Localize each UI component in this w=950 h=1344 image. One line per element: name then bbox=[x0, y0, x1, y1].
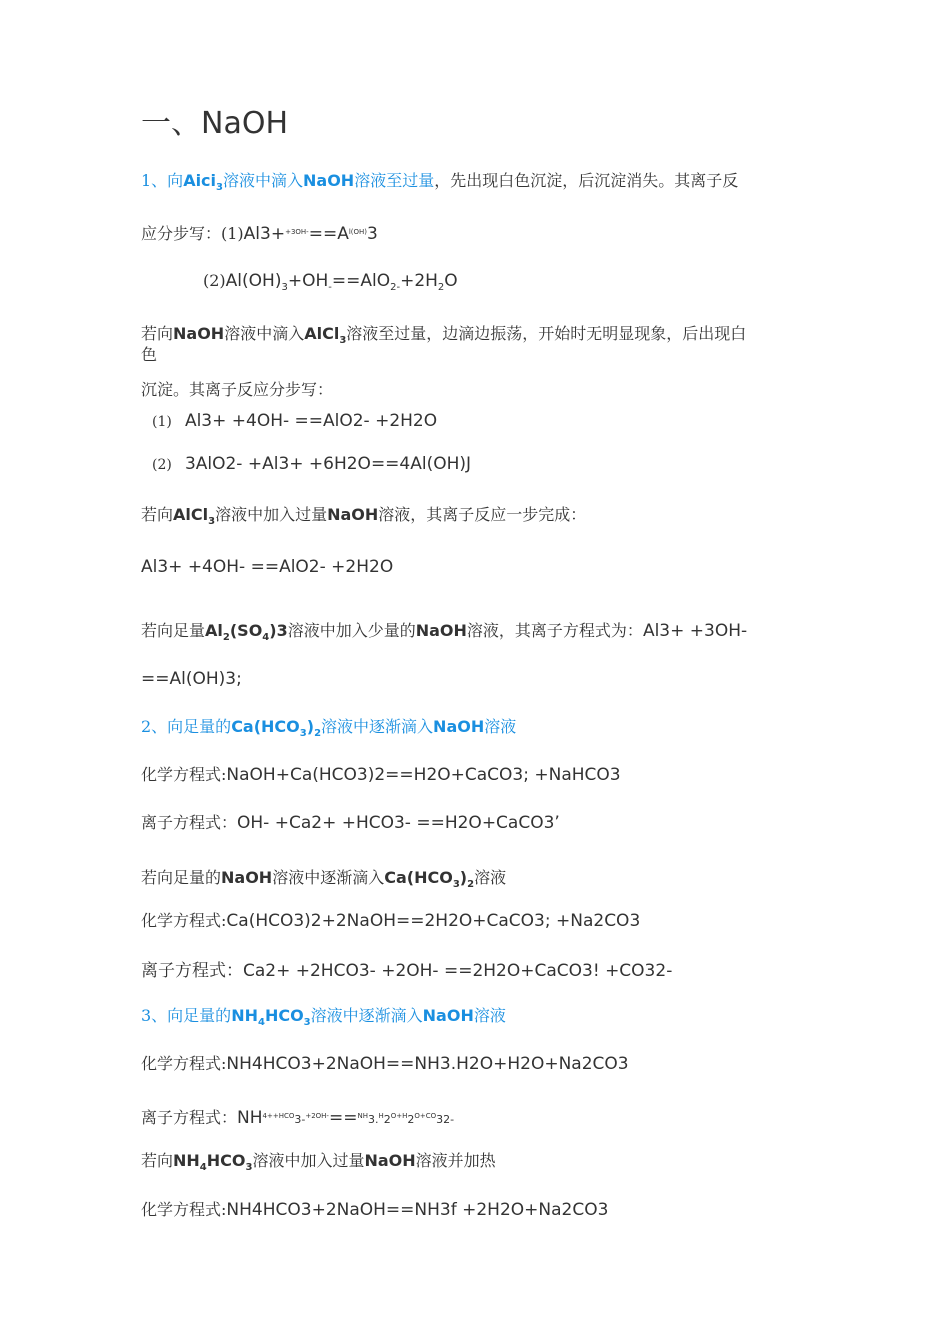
section-3-chemical-equation-2: 化学方程式:NH4HCO3+2NaOH==NH3f +2H2O+Na2CO3 bbox=[141, 1200, 609, 1220]
section-2-title: 2、向足量的$Ca(HCO_3)_2$溶液中逐渐滴入NaOH溶液 bbox=[141, 717, 517, 740]
paragraph-2: 若向AlCl$_3$溶液中加入过量NaOH溶液，其离子反应一步完成： bbox=[141, 505, 587, 528]
paragraph-1-line-3: 沉淀。其离子反应分步写： bbox=[141, 380, 334, 399]
paragraph-1-item-1: (1) Al3+ +4OH- ==AlO2- +2H2O bbox=[152, 411, 438, 431]
section-2-chemical-equation: 化学方程式:NaOH+Ca(HCO3)2==H2O+CaCO3; +NaHCO3 bbox=[141, 765, 621, 785]
paragraph-1-line-2: 色 bbox=[141, 345, 158, 364]
section-2-ionic-equation-2: 离子方程式：Ca2+ +2HCO3- +2OH- ==2H2O+CaCO3! +CO32- bbox=[141, 961, 673, 981]
paragraph-3-line-1: 若向足量$Al_2(SO_4)3$溶液中加入少量的NaOH溶液，其离子方程式为：Al3+ +3OH- bbox=[141, 621, 748, 644]
section-3-ionic-equation: 离子方程式：$NH^{4++HCO}3-^{+2OH-}==^{NH}3.^H2^{O+H}2^{O+CO}32-$ bbox=[141, 1108, 455, 1128]
section-1-step-2: $(2)Al(OH)_3+OH_-==AlO_{2-}+2H_2O$ bbox=[203, 271, 458, 294]
section-2-ionic-equation: 离子方程式：OH- +Ca2+ +HCO3- ==H2O+CaCO3’ bbox=[141, 813, 560, 833]
page-title: 一、NaOH bbox=[141, 106, 288, 141]
section-2-paragraph: 若向足量的NaOH溶液中逐渐滴入$Ca(HCO_3)_2$溶液 bbox=[141, 868, 507, 891]
paragraph-3-line-2: ==Al(OH)3; bbox=[141, 669, 242, 689]
section-3-title: 3、向足量的$NH_4HCO_3$溶液中逐渐滴入NaOH溶液 bbox=[141, 1006, 506, 1029]
paragraph-1-item-2: (2) 3AlO2- +Al3+ +6H2O==4Al(OH)J bbox=[152, 454, 472, 474]
section-1-step-1: 应分步写：$(1)Al3+^{+3OH-}==A^{l(OH)}3$ bbox=[141, 224, 378, 244]
section-1-title: 1、向Aici$_3$溶液中滴入NaOH溶液至过量，先出现白色沉淀，后沉淀消失。其离子反 bbox=[141, 171, 739, 194]
section-2-chemical-equation-2: 化学方程式:Ca(HCO3)2+2NaOH==2H2O+CaCO3; +Na2CO3 bbox=[141, 911, 641, 931]
paragraph-1-line-1: 若向NaOH溶液中滴入AlCl$_3$溶液至过量，边滴边振荡，开始时无明显现象，后出现白 bbox=[141, 324, 747, 347]
section-3-chemical-equation: 化学方程式:NH4HCO3+2NaOH==NH3.H2O+H2O+Na2CO3 bbox=[141, 1054, 629, 1074]
paragraph-2-equation: Al3+ +4OH- ==AlO2- +2H2O bbox=[141, 557, 394, 577]
section-3-paragraph: 若向$NH_4HCO_3$溶液中加入过量NaOH溶液并加热 bbox=[141, 1151, 496, 1174]
